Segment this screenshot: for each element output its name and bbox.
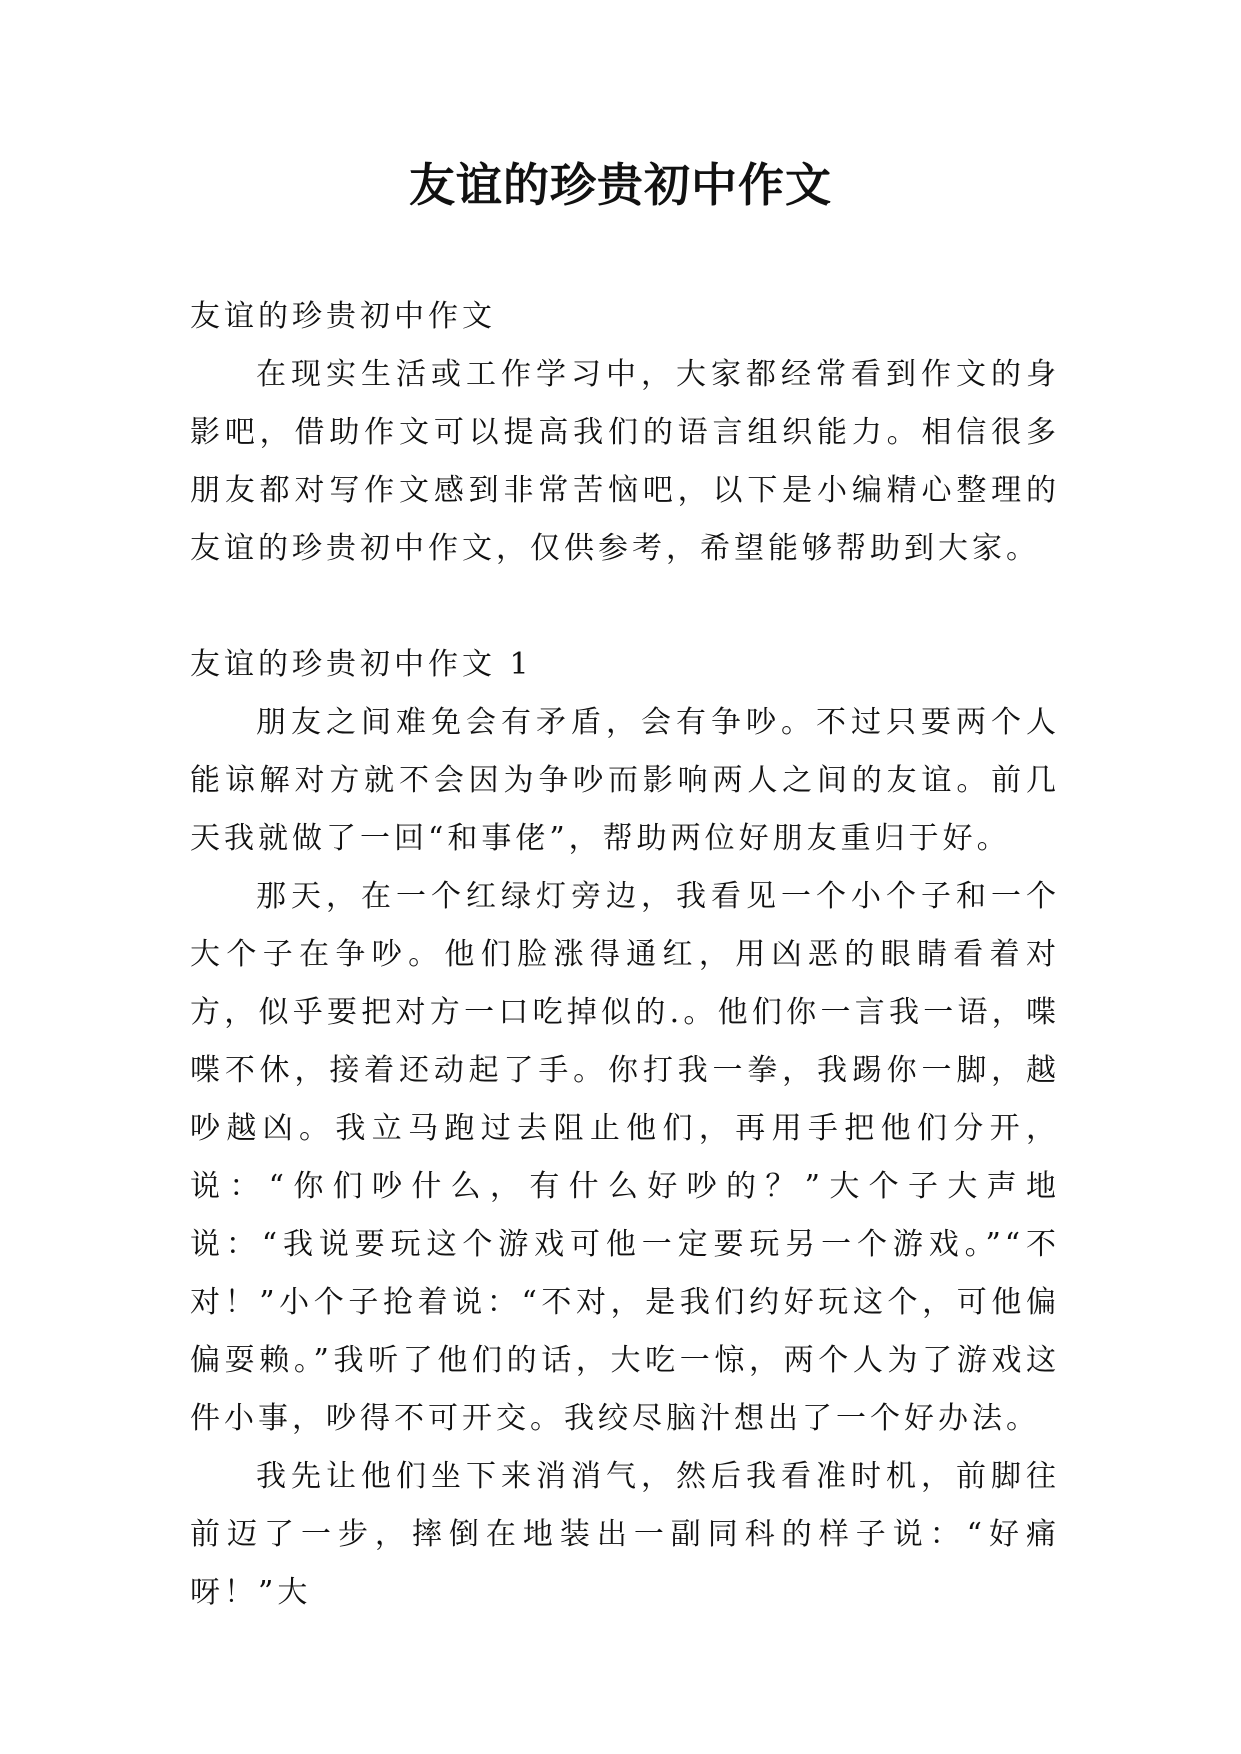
body-paragraph: 那天，在一个红绿灯旁边，我看见一个小个子和一个大个子在争吵。他们脸涨得通红，用凶恶的眼睛看着对方，似乎要把对方一口吃掉似的.。他们你一言我一语，喋喋不休，接着还动起了手。你打我一拳，我踢你一脚，越吵越凶。我立马跑过去阻止他们，再用手把他们分开，说：“你们吵什么，有什么好吵的？”大个子大声地说：“我说要玩这个游戏可他一定要玩另一个游戏。”“不对！”小个子抢着说：“不对，是我们约好玩这个，可他偏偏耍赖。”我听了他们的话，大吃一惊，两个人为了游戏这件小事，吵得不可开交。我绞尽脑汁想出了一个好办法。 [190,879,1060,1436]
intro-paragraph: 在现实生活或工作学习中，大家都经常看到作文的身影吧，借助作文可以提高我们的语言组织能力。相信很多朋友都对写作文感到非常苦恼吧，以下是小编精心整理的友谊的珍贵初中作文，仅供参考，希望能够帮助到大家。 [190,357,1060,566]
body-paragraph: 我先让他们坐下来消消气，然后我看准时机，前脚往前迈了一步，摔倒在地装出一副同科的样子说：“好痛呀！”大 [190,1459,1060,1610]
section-spacer [190,578,1060,636]
document-body [190,288,1060,1622]
document-title: 友谊的珍贵初中作文 [409,158,832,212]
body-paragraph: 朋友之间难免会有矛盾，会有争吵。不过只要两个人能谅解对方就不会因为争吵而影响两人之间的友谊。前几天我就做了一回“和事佬”，帮助两位好朋友重归于好。 [190,705,1060,856]
section-heading: 友谊的珍贵初中作文 1 [190,647,533,682]
intro-heading: 友谊的珍贵初中作文 [190,299,496,334]
